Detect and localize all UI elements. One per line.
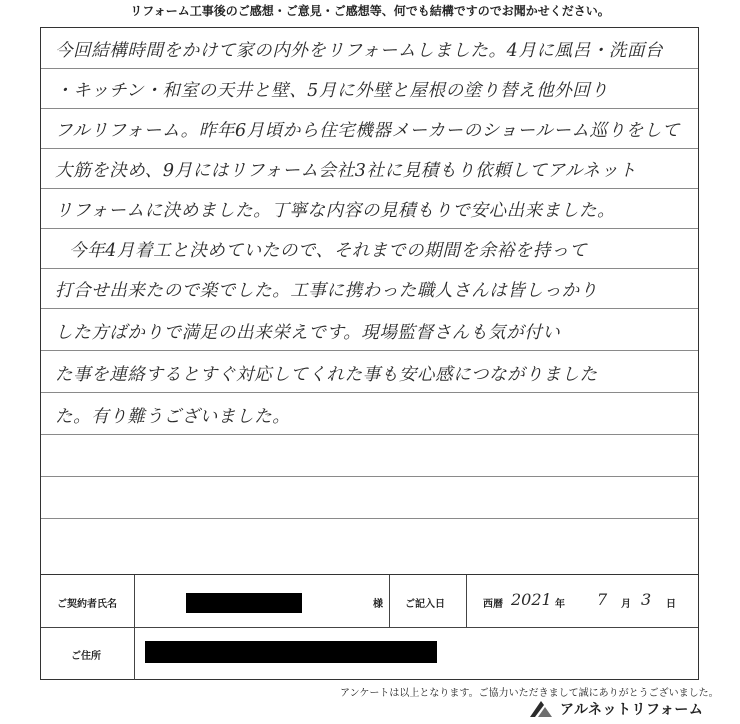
comment-line: 今年4月着工と決めていたので、それまでの期間を余裕を持って xyxy=(69,241,588,261)
year-unit: 年 xyxy=(555,599,565,610)
comment-area xyxy=(40,27,699,575)
logo-text: アルネットリフォーム xyxy=(560,702,704,718)
day-value: 3 xyxy=(641,590,652,609)
redacted-name xyxy=(186,593,302,613)
table-divider xyxy=(466,575,467,627)
era-label: 西暦 xyxy=(483,599,503,610)
comment-line: した方ばかりで満足の出来栄えです。現場監督さんも気が付い xyxy=(55,323,561,343)
comment-line: 今回結構時間をかけて家の内外をリフォームしました。4月に風呂・洗面台 xyxy=(55,41,664,61)
month-unit: 月 xyxy=(621,599,631,610)
month-value: 7 xyxy=(597,590,608,609)
ruled-line xyxy=(41,518,698,519)
comment-line: た。有り難うございました。 xyxy=(55,407,291,427)
ruled-line xyxy=(41,476,698,477)
contractor-name-label: ご契約者氏名 xyxy=(57,599,117,610)
comment-line: 大筋を決め、9月にはリフォーム会社3社に見積もり依頼してアルネット xyxy=(55,161,637,181)
address-label: ご住所 xyxy=(71,651,101,662)
comment-line: フルリフォーム。昨年6月頃から住宅機器メーカーのショールーム巡りをして xyxy=(55,121,681,141)
comment-line: リフォームに決めました。丁寧な内容の見積もりで安心出来ました。 xyxy=(55,201,616,221)
comment-line: 打合せ出来たので楽でした。工事に携わった職人さんは皆しっかり xyxy=(55,281,598,301)
redacted-address xyxy=(145,641,437,663)
table-divider xyxy=(41,627,698,628)
logo-mark-icon xyxy=(528,699,554,719)
customer-info-table xyxy=(40,575,699,680)
table-divider xyxy=(389,575,390,627)
day-unit: 日 xyxy=(666,599,676,610)
date-label: ご記入日 xyxy=(405,599,445,610)
page-title: リフォーム工事後のご感想・ご意見・ご感想等、何でも結構ですのでお聞かせください。 xyxy=(130,4,610,18)
table-divider xyxy=(134,575,135,680)
sama-label: 様 xyxy=(373,599,383,610)
year-value: 2021 xyxy=(511,590,552,609)
comment-line: た事を連絡するとすぐ対応してくれた事も安心感につながりました xyxy=(55,365,598,385)
company-logo xyxy=(528,698,703,720)
comment-line: ・キッチン・和室の天井と壁、5月に外壁と屋根の塗り替え他外回り xyxy=(55,81,609,101)
footer-note: アンケートは以上となります。ご協力いただきまして誠にありがとうございました。 xyxy=(340,688,719,699)
